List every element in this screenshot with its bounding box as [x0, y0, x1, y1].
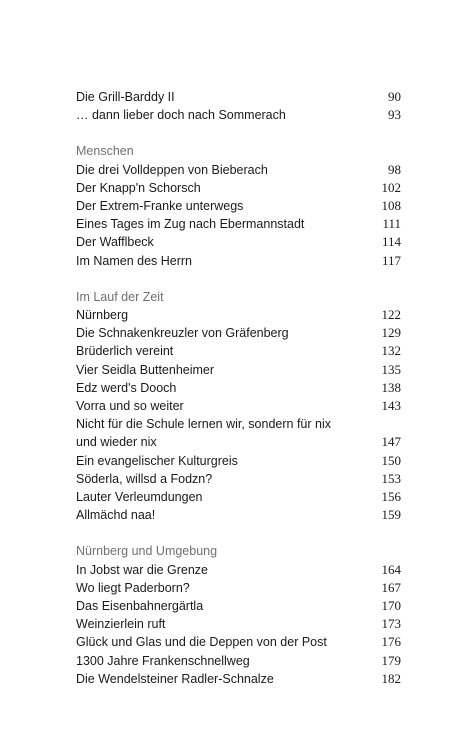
entry-page-number: 90 — [388, 89, 401, 104]
toc-entry — [76, 488, 401, 506]
entry-title: Nicht für die Schule lernen wir, sondern für nix und wieder nix — [76, 417, 331, 450]
entry-title: Söderla, willsd a Fodzn? — [76, 471, 213, 486]
entry-page-number: 159 — [381, 507, 401, 523]
entry-page-number: 129 — [381, 325, 401, 341]
toc-entry — [76, 215, 401, 233]
entry-page-number: 102 — [381, 179, 401, 195]
entry-title: 1300 Jahre Frankenschnellweg — [76, 653, 250, 668]
entry-title: Eines Tages im Zug nach Ebermannstadt — [76, 217, 305, 232]
toc-entry — [76, 379, 401, 397]
entry-page-number: 153 — [381, 470, 401, 486]
entry-title: Der Extrem-Franke unterwegs — [76, 199, 244, 213]
toc-entry — [76, 615, 401, 633]
entry-title: In Jobst war die Grenze — [76, 562, 209, 577]
toc-section — [76, 542, 401, 688]
entry-page-number: 108 — [381, 198, 401, 213]
toc-entry — [76, 252, 401, 270]
toc-entry — [76, 561, 401, 579]
toc-entry — [76, 324, 401, 342]
entry-title: Wo liegt Paderborn? — [76, 580, 190, 595]
toc-entry — [76, 106, 401, 124]
entry-page-number: 182 — [381, 670, 401, 686]
entry-page-number: 176 — [381, 634, 401, 650]
entry-title: Ein evangelischer Kulturgreis — [76, 453, 238, 468]
entry-page-number: 93 — [388, 107, 401, 123]
toc-section — [76, 142, 401, 269]
entry-page-number: 147 — [381, 434, 401, 450]
entry-page-number: 114 — [381, 234, 401, 250]
entry-page-number: 156 — [381, 489, 401, 505]
toc-entry — [76, 415, 401, 451]
entry-title: Vier Seidla Buttenheimer — [76, 362, 215, 377]
entry-title: Der Knapp'n Schorsch — [76, 180, 201, 195]
entry-page-number: 135 — [381, 361, 401, 377]
entry-title: Lauter Verleumdungen — [76, 490, 203, 505]
toc-entry — [76, 233, 401, 251]
section-heading: Im Lauf der Zeit — [76, 289, 164, 304]
entry-page-number: 164 — [381, 561, 401, 577]
toc-entry — [76, 179, 401, 197]
toc-entry — [76, 470, 401, 488]
toc-entry — [76, 397, 401, 415]
entry-page-number: 170 — [381, 598, 401, 614]
toc-entry — [76, 579, 401, 597]
entry-title: Das Eisenbahnergärtla — [76, 599, 204, 614]
toc-entry — [76, 306, 401, 324]
entry-title: Weinzierlein ruft — [76, 617, 166, 632]
toc-entry — [76, 670, 401, 688]
toc-entry — [76, 342, 401, 360]
table-of-contents — [76, 88, 401, 688]
entry-page-number: 138 — [381, 379, 401, 395]
entry-title: Die Grill-Barddy II — [76, 90, 175, 104]
entry-title: Glück und Glas und die Deppen von der Post — [76, 635, 327, 650]
entry-page-number: 143 — [381, 398, 401, 414]
entry-page-number: 117 — [381, 252, 401, 268]
entry-page-number: 173 — [381, 616, 401, 632]
entry-page-number: 167 — [381, 579, 401, 595]
entry-title: Die Wendelsteiner Radler-Schnalze — [76, 671, 274, 686]
entry-title: Im Namen des Herrn — [76, 253, 193, 268]
toc-entry — [76, 361, 401, 379]
toc-section — [76, 88, 401, 124]
toc-entry — [76, 88, 401, 106]
entry-title: Die Schnakenkreuzler von Gräfenberg — [76, 326, 289, 341]
toc-entry — [76, 161, 401, 179]
entry-page-number: 150 — [381, 452, 401, 468]
entry-title: Der Wafflbeck — [76, 235, 154, 250]
toc-entry — [76, 652, 401, 670]
toc-entry — [76, 633, 401, 651]
entry-title: Edz werd's Dooch — [76, 380, 177, 395]
entry-title: … dann lieber doch nach Sommerach — [76, 108, 286, 123]
section-heading: Nürnberg und Umgebung — [76, 544, 218, 559]
entry-title: Vorra und so weiter — [76, 399, 184, 414]
toc-entry — [76, 597, 401, 615]
toc-entry — [76, 452, 401, 470]
entry-title: Brüderlich vereint — [76, 344, 174, 359]
toc-entry — [76, 506, 401, 524]
section-heading: Menschen — [76, 144, 134, 159]
toc-section — [76, 288, 401, 525]
entry-page-number: 111 — [382, 216, 401, 232]
entry-page-number: 179 — [381, 652, 401, 668]
toc-entry — [76, 197, 401, 215]
entry-page-number: 122 — [381, 307, 401, 322]
entry-title: Allmächd naa! — [76, 508, 156, 523]
entry-title: Die drei Volldeppen von Bieberach — [76, 162, 268, 177]
entry-page-number: 132 — [381, 343, 401, 359]
entry-page-number: 98 — [388, 161, 401, 177]
entry-title: Nürnberg — [76, 308, 129, 322]
